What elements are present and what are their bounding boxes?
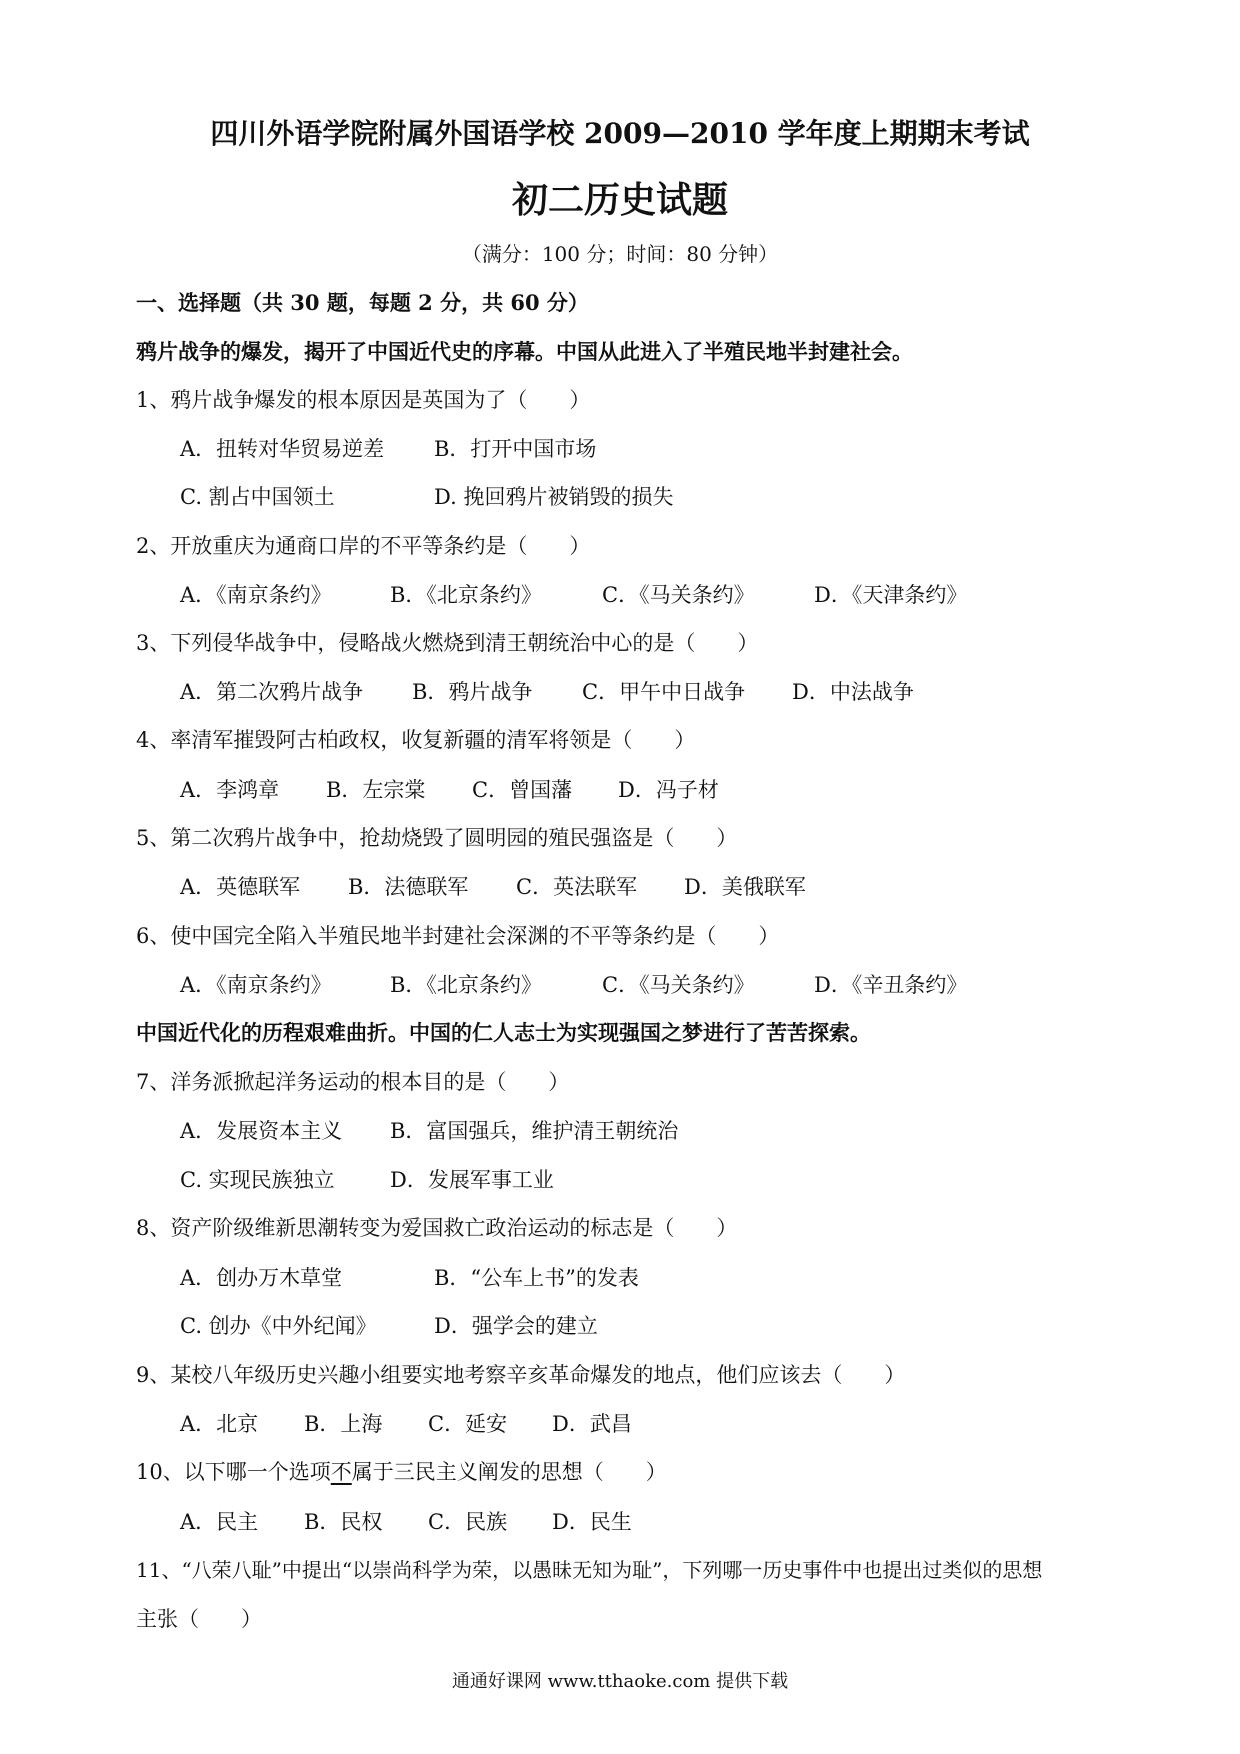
question-1: 1、鸦片战争爆发的根本原因是英国为了（ ） <box>136 388 591 412</box>
question-3: 3、下列侵华战争中，侵略战火燃烧到清王朝统治中心的是（ ） <box>136 631 759 655</box>
option-c: C．甲午中日战争 <box>582 680 746 704</box>
option-a: A．《南京条约》 <box>180 973 332 997</box>
question-2: 2、开放重庆为通商口岸的不平等条约是（ ） <box>136 534 591 558</box>
question-10 <box>136 1458 667 1486</box>
option-c: C．英法联军 <box>516 875 638 899</box>
option-d: D. 挽回鸦片被销毁的损失 <box>434 485 674 509</box>
question-text: 属于三民主义阐发的思想（ ） <box>351 1460 667 1484</box>
option-d: D．《辛丑条约》 <box>814 973 968 997</box>
option-c: C．《马关条约》 <box>602 583 755 607</box>
option-d: D．民生 <box>552 1510 632 1534</box>
question-9: 9、某校八年级历史兴趣小组要实地考察辛亥革命爆发的地点，他们应该去（ ） <box>136 1363 906 1387</box>
option-c: C．延安 <box>428 1412 508 1436</box>
section-intro: 中国近代化的历程艰难曲折。中国的仁人志士为实现强国之梦进行了苦苦探索。 <box>136 1020 871 1045</box>
option-c: C．曾国藩 <box>472 778 573 802</box>
question-5: 5、第二次鸦片战争中，抢劫烧毁了圆明园的殖民强盗是（ ） <box>136 826 738 850</box>
school-title: 四川外语学院附属外国语学校 2009—2010 学年度上期期末考试 <box>210 117 1030 150</box>
question-11: 11、“八荣八耻”中提出“以崇尚科学为荣，以愚昧无知为耻”，下列哪一历史事件中也提出过类似的思想 <box>136 1558 1043 1582</box>
option-a: A．发展资本主义 <box>180 1119 343 1143</box>
question-7: 7、洋务派掀起洋务运动的根本目的是（ ） <box>136 1070 570 1094</box>
question-8: 8、资产阶级维新思潮转变为爱国救亡政治运动的标志是（ ） <box>136 1216 738 1240</box>
option-a: A．李鸿章 <box>180 778 280 802</box>
option-b: B．《北京条约》 <box>390 973 542 997</box>
emphasis-not: 不 <box>330 1460 352 1484</box>
option-c: C．民族 <box>428 1510 508 1534</box>
option-c: C. 创办《中外纪闻》 <box>180 1314 377 1338</box>
page-footer: 通通好课网 www.tthaoke.com 提供下载 <box>451 1671 789 1692</box>
option-b: B．富国强兵，维护清王朝统治 <box>390 1119 679 1143</box>
option-b: B．《北京条约》 <box>390 583 542 607</box>
option-c: C．《马关条约》 <box>602 973 755 997</box>
exam-title: 初二历史试题 <box>511 179 728 221</box>
option-d: D．强学会的建立 <box>434 1314 598 1338</box>
option-d: D．美俄联军 <box>684 875 806 899</box>
option-c: C. 割占中国领土 <box>180 485 335 509</box>
option-b: B．左宗棠 <box>326 778 426 802</box>
option-a: A．民主 <box>180 1510 259 1534</box>
option-b: B．法德联军 <box>348 875 469 899</box>
option-b: B．上海 <box>304 1412 383 1436</box>
option-a: A．扭转对华贸易逆差 <box>180 437 385 461</box>
option-a: A．第二次鸦片战争 <box>180 680 364 704</box>
option-d: D．发展军事工业 <box>390 1168 554 1192</box>
option-c: C. 实现民族独立 <box>180 1168 335 1192</box>
option-a: A．英德联军 <box>180 875 301 899</box>
question-4: 4、率清军摧毁阿古柏政权，收复新疆的清军将领是（ ） <box>136 728 696 752</box>
option-d: D．中法战争 <box>792 680 914 704</box>
section-intro: 鸦片战争的爆发，揭开了中国近代史的序幕。中国从此进入了半殖民地半封建社会。 <box>136 339 913 364</box>
option-a: A．北京 <box>180 1412 259 1436</box>
section-heading: 一、选择题（共 30 题，每题 2 分，共 60 分） <box>136 290 589 315</box>
option-b: B．“公车上书”的发表 <box>434 1266 639 1290</box>
question-text: 10、以下哪一个选项 <box>136 1460 331 1484</box>
option-b: B．打开中国市场 <box>434 437 597 461</box>
option-d: D．冯子材 <box>618 778 719 802</box>
exam-info: （满分：100 分；时间：80 分钟） <box>461 242 779 266</box>
option-b: B．鸦片战争 <box>412 680 533 704</box>
question-6: 6、使中国完全陷入半殖民地半封建社会深渊的不平等条约是（ ） <box>136 924 780 948</box>
question-11-continued: 主张（ ） <box>136 1607 262 1631</box>
option-a: A．《南京条约》 <box>180 583 332 607</box>
option-b: B．民权 <box>304 1510 383 1534</box>
option-d: D．武昌 <box>552 1412 632 1436</box>
option-d: D．《天津条约》 <box>814 583 968 607</box>
option-a: A．创办万木草堂 <box>180 1266 343 1290</box>
